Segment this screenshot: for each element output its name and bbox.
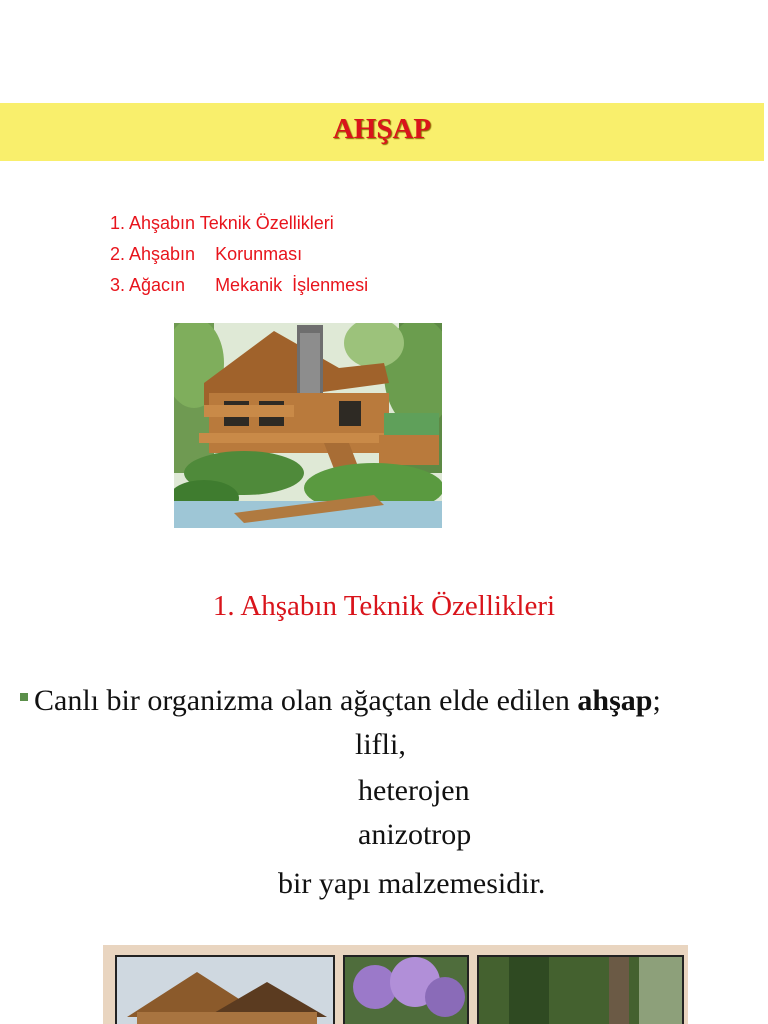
photo-strip: [103, 945, 688, 1024]
wooden-house-illustration: [174, 323, 442, 528]
intro-punct: ;: [652, 684, 661, 717]
table-of-contents: [110, 210, 368, 303]
toc-item-3: 3. Ağacın Mekanik İşlenmesi: [110, 275, 369, 295]
line-heterojen: heterojen: [358, 774, 470, 807]
wooden-roof-photo: [115, 955, 335, 1024]
flowering-tree-photo: [343, 955, 469, 1024]
intro-line: [20, 684, 661, 718]
line-end: bir yapı malzemesidir.: [278, 867, 546, 900]
toc-item-2: 2. Ahşabın Korunması: [110, 244, 303, 264]
line-lifli: lifli,: [355, 728, 406, 761]
toc-item-1: 1. Ahşabın Teknik Özellikleri: [110, 213, 334, 233]
intro-bold-term: ahşap: [577, 684, 653, 717]
bullet-icon: [20, 693, 28, 701]
section-heading: 1. Ahşabın Teknik Özellikleri: [212, 590, 556, 622]
line-anizotrop: anizotrop: [358, 818, 472, 851]
flowers-drawing: [345, 957, 467, 1024]
slide-title: AHŞAP: [332, 113, 432, 145]
intro-text: Canlı bir organizma olan ağaçtan elde edilen: [34, 684, 578, 717]
wooden-house-drawing: [174, 323, 442, 528]
roof-drawing: [117, 957, 333, 1024]
forest-drawing: [479, 957, 682, 1024]
forest-photo: [477, 955, 684, 1024]
